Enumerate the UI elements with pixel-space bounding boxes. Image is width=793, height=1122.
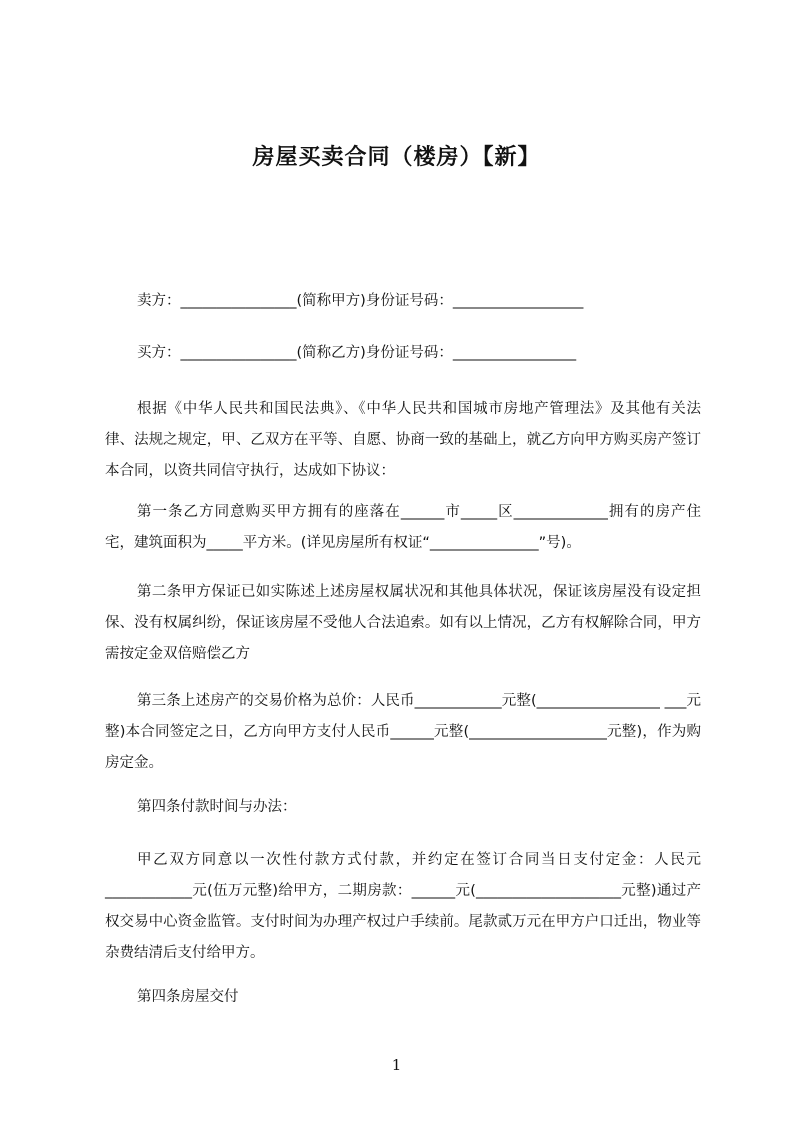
article-4-heading: 第四条付款时间与办法： — [137, 799, 297, 815]
document-title: 房屋买卖合同（楼房）【新】 — [252, 145, 541, 170]
article-4-paragraph: 甲乙双方同意以一次性付款方式付款，并约定在签订合同当日支付定金：人民元____________元(伍万元整)给甲方，二期房款：______元(____________________元整)通过产权交易中心资金监管。支付时间为办理产权过户手续前。尾款贰万元在甲方户口迁出，物业等杂费结清后支付给甲方。 — [105, 852, 701, 961]
article-3-paragraph: 第三条上述房产的交易价格为总价：人民币____________元整(_________________ ___元整)本合同签定之日，乙方向甲方支付人民币______元整(___________________元整)，作为购房定金。 — [105, 693, 701, 771]
buyer-line: 买方：________________(简称乙方)身份证号码：_________________ — [137, 345, 577, 361]
article-2-paragraph: 第二条甲方保证已如实陈述上述房屋权属状况和其他具体状况，保证该房屋没有设定担保、没有权属纠纷，保证该房屋不受他人合法追索。如有以上情况，乙方有权解除合同，甲方需按定金双倍赔偿乙方 — [105, 584, 701, 662]
article-4b-heading: 第四条房屋交付 — [137, 989, 239, 1005]
preamble-paragraph: 根据《中华人民共和国民法典》、《中华人民共和国城市房地产管理法》及其他有关法律、法规之规定，甲、乙双方在平等、自愿、协商一致的基础上，就乙方向甲方购买房产签订本合同，以资共同信守执行，达成如下协议： — [105, 401, 701, 479]
seller-line: 卖方：________________(简称甲方)身份证号码：__________________ — [137, 293, 584, 309]
page-number: 1 — [391, 1056, 402, 1074]
article-1-paragraph: 第一条乙方同意购买甲方拥有的座落在______市_____区_____________拥有的房产住宅，建筑面积为_____平方米。(详见房屋所有权证“_______________”号)。 — [105, 504, 701, 551]
